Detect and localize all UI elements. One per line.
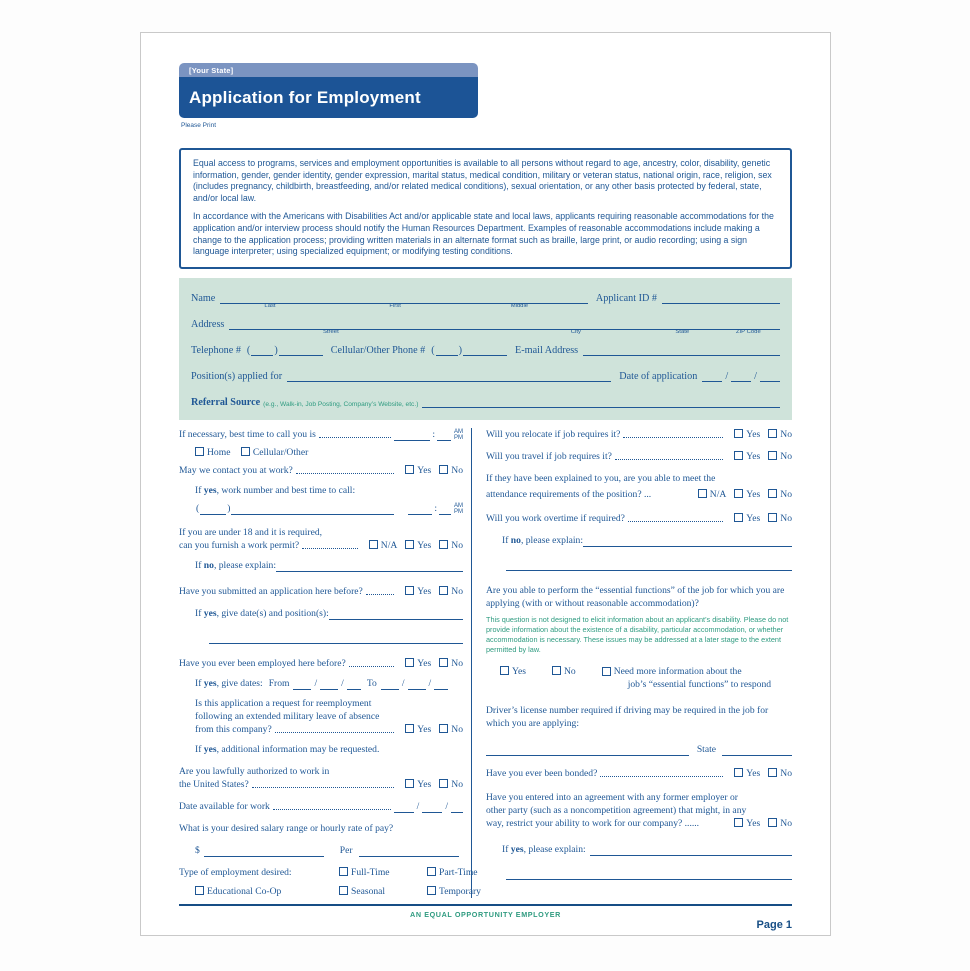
cellular-area-code-line[interactable]	[436, 344, 458, 356]
dotted-leader	[296, 473, 395, 474]
part-time-checkbox[interactable]	[427, 867, 436, 876]
applicant-info-section	[179, 278, 792, 420]
slash: /	[445, 800, 448, 812]
q-lawful-block	[179, 765, 463, 791]
yes-checkbox[interactable]	[405, 586, 414, 595]
q-work-permit-row	[179, 539, 463, 552]
equal-access-notice-box	[179, 148, 792, 269]
state-tab: [Your State]	[179, 63, 478, 77]
home-checkbox[interactable]	[195, 447, 204, 456]
slash: /	[416, 800, 420, 812]
dotted-leader	[275, 732, 395, 733]
paren-close: )	[227, 502, 231, 514]
na-checkbox[interactable]	[698, 489, 707, 498]
salary-row	[195, 844, 463, 857]
need-more-info-option[interactable]	[602, 665, 771, 691]
if-yes-work-number-label: If yes, work number and best time to call:	[195, 484, 356, 496]
sublabel-street: Street	[322, 328, 339, 335]
referral-source-label: Referral Source	[191, 396, 261, 408]
dotted-leader	[349, 666, 395, 667]
sublabel-state: State	[675, 328, 690, 335]
q-overtime-row	[486, 512, 792, 525]
home-option[interactable]: Home	[195, 447, 230, 458]
address-row	[191, 317, 780, 335]
from-year-line[interactable]	[347, 678, 361, 690]
if-no-explain-row	[195, 559, 463, 572]
dotted-leader	[302, 548, 358, 549]
to-day-line[interactable]	[408, 678, 426, 690]
ampm-label: AM PM	[454, 428, 463, 441]
page-title: Application for Employment	[179, 77, 478, 118]
no-checkbox[interactable]	[439, 658, 448, 667]
slash: /	[401, 677, 405, 689]
yes-option[interactable]: Yes	[500, 665, 526, 678]
address-label: Address	[191, 318, 225, 330]
essential-functions-note: This question is not designed to elicit information about an applicant’s disability. Please do not provide information about the existence of a disability, particular accommodation, or whether accommodation is necessary. These issues may be addressed at a later stage to the extent permitted by law.	[486, 614, 789, 655]
no-option[interactable]: No	[768, 488, 792, 501]
yes-checkbox[interactable]	[734, 451, 743, 460]
questions-left-column	[179, 428, 481, 898]
q-travel-label: Will you travel if job requires it?	[486, 450, 612, 462]
positions-field-line[interactable]	[287, 369, 611, 382]
no-option[interactable]: No	[439, 778, 463, 791]
please-print-label: Please Print	[181, 122, 217, 129]
notice-paragraph-2: In accordance with the Americans with Disabilities Act and/or applicable state and local laws, applicants requiring reasonable accommodations for the application and/or interview process should notify the Human Resources Department. Examples of reasonable accommodations include making a change to the application process; providing written materials in an alternate format such as braille, large print, or audio recording; using a sign language interpreter; using specialized equipment; or modifying testing conditions.	[193, 211, 774, 257]
dates-positions-continuation-line[interactable]	[209, 633, 463, 644]
no-checkbox[interactable]	[768, 429, 777, 438]
cellular-other-checkbox[interactable]	[241, 447, 250, 456]
q-reemployment-label: from this company?	[195, 723, 272, 735]
dotted-leader	[628, 521, 723, 522]
ampm-label: AM PM	[454, 502, 463, 515]
sublabel-last: Last	[264, 302, 276, 309]
page-number: Page 1	[756, 918, 792, 931]
q-reemployment-line2: following an extended military leave of absence	[195, 710, 380, 722]
if-yes-additional-label: If yes, additional information may be requested.	[195, 743, 380, 755]
footer	[179, 910, 792, 936]
q-drivers-license-label: Driver’s license number required if driving may be required in the job for which you are applying:	[486, 705, 769, 730]
q-lawful-row	[179, 778, 463, 791]
dotted-leader	[252, 787, 394, 788]
explain-line[interactable]	[590, 843, 792, 856]
yes-checkbox[interactable]	[405, 724, 414, 733]
equal-opportunity-employer-label: AN EQUAL OPPORTUNITY EMPLOYER	[410, 909, 561, 919]
explain-line[interactable]	[583, 534, 792, 547]
phone-type-row	[195, 446, 463, 459]
no-option[interactable]: No	[439, 657, 463, 670]
questions-area	[179, 428, 792, 898]
from-month-line[interactable]	[293, 678, 311, 690]
q-date-available-label: Date available for work	[179, 800, 270, 812]
q-noncompete-line2: other party (such as a noncompetition agreement) that might, in any	[486, 805, 747, 817]
temporary-checkbox[interactable]	[427, 886, 436, 895]
license-number-row	[486, 743, 792, 756]
email-field-line[interactable]	[583, 343, 780, 356]
no-checkbox[interactable]	[439, 540, 448, 549]
work-number-row	[195, 502, 463, 515]
referral-source-hint: (e.g., Walk-in, Job Posting, Company’s Website, etc.)	[263, 400, 419, 408]
q-date-available-row	[179, 800, 463, 813]
yes-checkbox[interactable]	[734, 513, 743, 522]
email-label: E-mail Address	[515, 344, 579, 356]
no-checkbox[interactable]	[768, 513, 777, 522]
q-travel-row	[486, 450, 792, 463]
yes-option[interactable]: Yes	[734, 450, 760, 463]
edu-coop-option[interactable]: Educational Co-Op	[195, 885, 331, 898]
need-more-info-label: Need more information about the job’s “essential functions” to respond	[613, 666, 772, 691]
q-noncompete-line1: Have you entered into an agreement with any former employer or	[486, 792, 739, 804]
colon: :	[432, 428, 435, 440]
license-number-line[interactable]	[486, 743, 689, 756]
na-checkbox[interactable]	[369, 540, 378, 549]
to-year-line[interactable]	[434, 678, 448, 690]
to-month-line[interactable]	[381, 678, 399, 690]
no-checkbox[interactable]	[439, 465, 448, 474]
slash: /	[754, 370, 757, 382]
date-of-application-label: Date of application	[619, 370, 698, 382]
seasonal-checkbox[interactable]	[339, 886, 348, 895]
q-work-permit-block	[179, 526, 463, 552]
q-employed-before-row	[179, 657, 463, 670]
to-label: To	[366, 677, 377, 689]
cellular-number-line[interactable]	[463, 344, 507, 356]
cellular-other-option[interactable]: Cellular/Other	[241, 447, 308, 458]
no-checkbox[interactable]	[439, 779, 448, 788]
seasonal-option[interactable]: Seasonal	[339, 885, 419, 898]
if-yes-give-dates-row	[195, 677, 463, 690]
best-time-line[interactable]	[394, 429, 430, 441]
temporary-option[interactable]: Temporary	[427, 885, 481, 898]
no-option[interactable]: No	[768, 450, 792, 463]
no-option[interactable]: No	[768, 428, 792, 441]
if-no-explain-row	[502, 534, 792, 547]
license-state-line[interactable]	[722, 743, 792, 756]
work-number-line[interactable]	[231, 502, 394, 515]
name-field-line[interactable]	[220, 291, 588, 309]
if-no-explain-label: If no, please explain:	[502, 534, 584, 546]
employment-type-group	[179, 866, 481, 898]
q-overtime-label: Will you work overtime if required?	[486, 512, 625, 524]
yes-option[interactable]: Yes	[405, 723, 431, 736]
q-best-time-label: If necessary, best time to call you is	[179, 428, 316, 440]
yes-option[interactable]: Yes	[734, 428, 760, 441]
sublabel-city: City	[570, 328, 581, 335]
telephone-label: Telephone #	[191, 344, 241, 356]
dotted-leader	[615, 459, 723, 460]
application-date-day-line[interactable]	[731, 370, 751, 382]
q-attendance-row	[486, 488, 792, 501]
full-time-option[interactable]: Full-Time	[339, 866, 419, 879]
yes-option[interactable]: Yes	[405, 539, 431, 552]
address-field-line[interactable]	[229, 317, 780, 335]
yes-checkbox[interactable]	[405, 658, 414, 667]
paren-close: )	[274, 344, 278, 356]
no-option[interactable]: No	[439, 464, 463, 477]
na-option[interactable]: N/A	[698, 488, 727, 501]
sublabel-middle: Middle	[510, 302, 529, 309]
employment-type-label: Type of employment desired:	[179, 866, 292, 878]
dotted-leader	[600, 776, 723, 777]
yes-option[interactable]: Yes	[734, 767, 760, 780]
q-noncompete-label: way, restrict your ability to work for our company? ......	[486, 818, 700, 830]
full-time-checkbox[interactable]	[339, 867, 348, 876]
edu-coop-checkbox[interactable]	[195, 886, 204, 895]
paren-close: )	[458, 344, 463, 356]
yes-option[interactable]: Yes	[405, 657, 431, 670]
explain-continuation-line[interactable]	[506, 869, 792, 880]
yes-checkbox[interactable]	[500, 666, 509, 675]
q-under18-line1: If you are under 18 and it is required,	[179, 526, 323, 538]
yes-checkbox[interactable]	[405, 540, 414, 549]
yes-option[interactable]: Yes	[405, 585, 431, 598]
dotted-leader	[273, 809, 391, 810]
name-label: Name	[191, 292, 216, 304]
applicant-id-label: Applicant ID #	[595, 292, 657, 304]
per-label: Per	[339, 844, 353, 856]
yes-option[interactable]: Yes	[734, 512, 760, 525]
q-bonded-label: Have you ever been bonded?	[486, 768, 598, 780]
dotted-leader	[366, 594, 394, 595]
telephone-number-line[interactable]	[279, 344, 323, 356]
no-checkbox[interactable]	[768, 818, 777, 827]
q-contact-at-work-row	[179, 464, 463, 477]
q-relocate-label: Will you relocate if job requires it?	[486, 428, 621, 440]
work-time-line[interactable]	[408, 503, 432, 515]
sublabel-zip: ZIP Code	[735, 328, 761, 335]
q-best-time-row	[179, 428, 463, 441]
form-header	[179, 63, 478, 118]
from-label: From	[268, 677, 290, 689]
essential-functions-answers	[500, 665, 792, 691]
application-date-month-line[interactable]	[702, 370, 722, 382]
paren-open: (	[431, 344, 435, 356]
from-day-line[interactable]	[320, 678, 338, 690]
dotted-leader	[623, 437, 723, 438]
if-no-explain-label: If no, please explain:	[195, 559, 277, 571]
dates-positions-line[interactable]	[329, 607, 463, 620]
application-date-year-line[interactable]	[760, 370, 780, 382]
if-yes-dates-positions-label: If yes, give date(s) and position(s):	[195, 607, 329, 619]
available-month-line[interactable]	[394, 801, 414, 813]
no-checkbox[interactable]	[768, 768, 777, 777]
q-attendance-line1: If they have been explained to you, are you able to meet the	[486, 472, 716, 484]
salary-per-line[interactable]	[359, 844, 459, 857]
no-option[interactable]: No	[552, 665, 576, 678]
q-relocate-row	[486, 428, 792, 441]
q-reemployment-line1: Is this application a request for reemployment	[195, 697, 372, 709]
sublabel-first: First	[389, 302, 401, 309]
positions-label: Position(s) applied for	[191, 370, 283, 382]
referral-source-row	[191, 395, 780, 408]
no-option[interactable]: No	[768, 512, 792, 525]
telephone-area-code-line[interactable]	[251, 344, 273, 356]
explain-continuation-line[interactable]	[506, 560, 792, 571]
no-checkbox[interactable]	[439, 586, 448, 595]
q-salary-label: What is your desired salary range or hourly rate of pay?	[179, 822, 394, 834]
yes-checkbox[interactable]	[734, 489, 743, 498]
if-yes-explain-row	[502, 843, 792, 856]
work-area-code-line[interactable]	[200, 503, 226, 515]
if-yes-explain-label: If yes, please explain:	[502, 844, 586, 856]
slash: /	[725, 370, 729, 382]
phone-email-row	[191, 343, 780, 356]
license-state-label: State	[696, 744, 716, 756]
yes-checkbox[interactable]	[405, 779, 414, 788]
questions-right-column	[471, 428, 792, 898]
slash: /	[428, 677, 432, 689]
na-option[interactable]: N/A	[369, 539, 398, 552]
yes-checkbox[interactable]	[734, 818, 743, 827]
referral-source-field-line[interactable]	[422, 395, 780, 408]
yes-checkbox[interactable]	[405, 465, 414, 474]
paren-open: (	[246, 344, 251, 356]
q-employed-before-label: Have you ever been employed here before?	[179, 657, 346, 669]
q-lawful-line1: Are you lawfully authorized to work in	[179, 765, 330, 777]
available-year-line[interactable]	[451, 801, 463, 813]
explain-line[interactable]	[276, 559, 463, 572]
yes-option[interactable]: Yes	[405, 464, 431, 477]
q-attendance-label: attendance requirements of the position? ...	[486, 488, 652, 500]
yes-option[interactable]: Yes	[734, 817, 760, 830]
q-submitted-before-row	[179, 585, 463, 598]
application-page	[140, 32, 831, 936]
cellular-label: Cellular/Other Phone #	[330, 344, 426, 356]
q-reemployment-row	[195, 723, 463, 736]
available-day-line[interactable]	[422, 801, 442, 813]
applicant-id-field-line[interactable]	[662, 291, 780, 304]
slash: /	[341, 677, 344, 689]
q-lawful-label: the United States?	[179, 778, 249, 790]
q-attendance-block	[486, 472, 792, 501]
no-option[interactable]: No	[439, 723, 463, 736]
yes-option[interactable]: Yes	[734, 488, 760, 501]
colon: :	[434, 502, 437, 514]
no-option[interactable]: No	[439, 585, 463, 598]
q-noncompete-row	[486, 817, 792, 830]
q-bonded-row	[486, 767, 792, 780]
no-option[interactable]: No	[768, 817, 792, 830]
if-yes-give-dates-label: If yes, give dates:	[195, 677, 263, 689]
q-work-permit-label: can you furnish a work permit?	[179, 539, 300, 551]
paren-open: (	[196, 502, 200, 514]
no-option[interactable]: No	[768, 767, 792, 780]
q-contact-at-work-label: May we contact you at work?	[179, 464, 293, 476]
part-time-option[interactable]: Part-Time	[427, 866, 481, 879]
yes-checkbox[interactable]	[734, 768, 743, 777]
no-checkbox[interactable]	[439, 724, 448, 733]
name-row	[191, 291, 780, 309]
no-checkbox[interactable]	[768, 489, 777, 498]
if-yes-dates-positions-row	[195, 607, 463, 620]
no-option[interactable]: No	[439, 539, 463, 552]
work-time-minutes-line[interactable]	[439, 503, 451, 515]
yes-option[interactable]: Yes	[405, 778, 431, 791]
no-checkbox[interactable]	[552, 666, 561, 675]
best-time-minutes-line[interactable]	[437, 429, 451, 441]
q-noncompete-block	[486, 791, 792, 830]
dollar-sign: $	[195, 844, 200, 856]
slash: /	[314, 677, 318, 689]
no-checkbox[interactable]	[768, 451, 777, 460]
q-submitted-before-label: Have you submitted an application here before?	[179, 585, 363, 597]
q-essential-functions-label: Are you able to perform the “essential functions” of the job for which you are applying (with or without reasonable accommodation)?	[486, 584, 785, 609]
dotted-leader	[319, 437, 391, 438]
position-date-row	[191, 369, 780, 382]
notice-paragraph-1: Equal access to programs, services and employment opportunities is available to all persons without regard to age, ancestry, color, disability, genetic information, gender, gender identity, gender expression, marital status, medical condition, military or veteran status, national origin, race, religion, sex (includes pregnancy, childbirth, breastfeeding, and/or related medical conditions), sexual orientation, or any other basis protected by federal, state, and/or local law.	[193, 158, 772, 203]
footer-rule	[179, 904, 792, 906]
q-reemployment-block	[195, 697, 463, 736]
yes-checkbox[interactable]	[734, 429, 743, 438]
salary-amount-line[interactable]	[204, 844, 324, 857]
need-more-info-checkbox[interactable]	[602, 667, 611, 676]
